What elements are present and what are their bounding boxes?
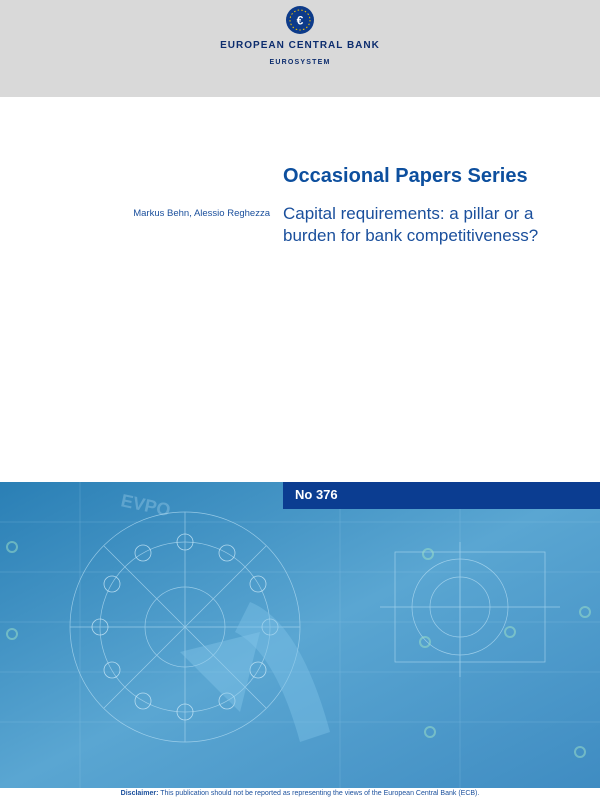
cover-artwork-graphic: [0, 482, 600, 788]
header-band: [0, 0, 600, 97]
bank-name: EUROPEAN CENTRAL BANK: [220, 40, 380, 51]
cover-artwork: [0, 482, 600, 788]
paper-title: [283, 203, 583, 247]
disclaimer: [0, 788, 600, 800]
svg-text:€: €: [296, 13, 304, 28]
disclaimer-text: This publication should not be reported as representing the views of the European Central Bank (ECB).: [160, 790, 480, 797]
svg-text:EVPO: EVPO: [119, 490, 173, 521]
paper-title-line2: burden for bank competitiveness?: [283, 226, 539, 245]
paper-number-box: [283, 482, 600, 509]
series-title: Occasional Papers Series: [283, 165, 528, 187]
paper-title-line1: Capital requirements: a pillar or a: [283, 204, 534, 223]
ecb-logo-icon: [285, 5, 315, 35]
disclaimer-label: Disclaimer:: [120, 790, 159, 797]
eurosystem-label: EUROSYSTEM: [269, 59, 331, 66]
paper-number: No 376: [295, 487, 338, 502]
authors: Markus Behn, Alessio Reghezza: [133, 208, 270, 219]
